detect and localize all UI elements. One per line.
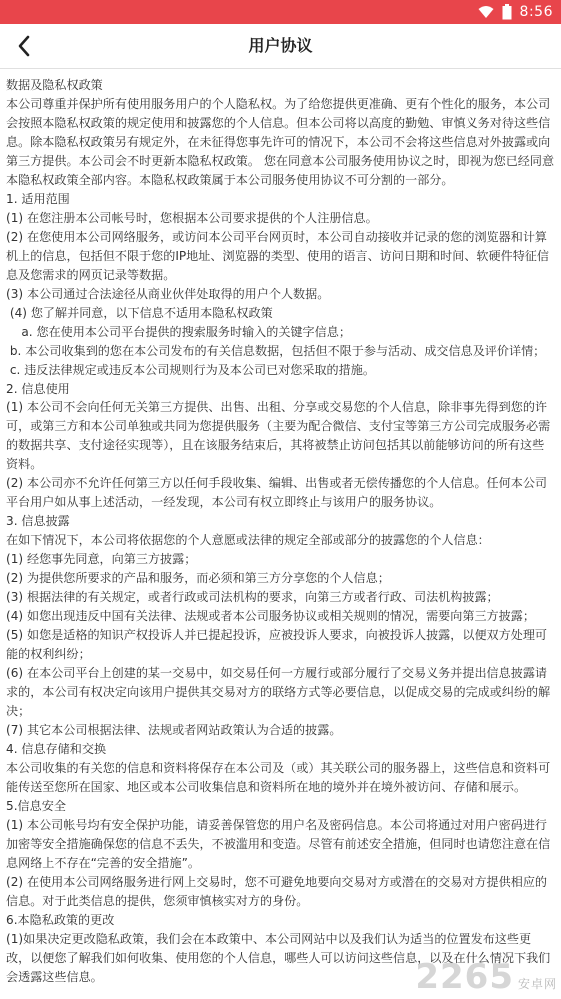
agreement-paragraph: (7) 其它本公司根据法律、法规或者网站政策认为合适的披露。	[6, 722, 342, 737]
agreement-paragraph: (2) 在您使用本公司网络服务，或访问本公司平台网页时，本公司自动接收并记录的您的浏览器和计算机上的信息，包括但不限于您的IP地址、浏览器的类型、使用的语言、访问日期和时间、软硬件特征信息及您需求的网页记录等数据。	[6, 229, 549, 282]
agreement-paragraph: c. 违反法律规定或违反本公司规则行为及本公司已对您采取的措施。	[6, 362, 375, 377]
agreement-paragraph: (1) 本公司不会向任何无关第三方提供、出售、出租、分享或交易您的个人信息，除非事先得到您的许可，或第三方和本公司单独或共同为您提供服务（主要为配合微信、支付宝等第三方公司完成服务必需的数据共享、支付途径实现等），且在该服务结束后，其将被禁止访问包括其以前能够访问的所有这些资料。	[6, 400, 551, 472]
battery-icon	[502, 4, 512, 20]
status-time: 8:56	[519, 4, 553, 20]
agreement-paragraph: (2) 在使用本公司网络服务进行网上交易时，您不可避免地要向交易对方或潜在的交易对方提供相应的信息。对于此类信息的提供，您须审慎核实对方的身份。	[6, 874, 548, 908]
agreement-paragraph: (3) 根据法律的有关规定，或者行政或司法机构的要求，向第三方或者行政、司法机构披露；	[6, 590, 499, 605]
agreement-paragraph: 6.本隐私政策的更改	[6, 912, 115, 927]
watermark-logo	[415, 957, 557, 997]
agreement-content[interactable]	[6, 76, 555, 999]
agreement-paragraph: b. 本公司收集到的您在本公司发布的有关信息数据，包括但不限于参与活动、成交信息及评价详情；	[6, 343, 546, 358]
status-bar	[0, 0, 561, 24]
agreement-paragraph: (2) 为提供您所要求的产品和服务，而必须和第三方分享您的个人信息；	[6, 571, 390, 586]
page-title: 用户协议	[248, 36, 313, 55]
agreement-paragraph: 3. 信息披露	[6, 514, 70, 529]
nav-bar	[0, 24, 561, 69]
watermark-text: 2265	[415, 957, 514, 997]
agreement-paragraph: 数据及隐私权政策	[6, 78, 103, 92]
agreement-paragraph: 4. 信息存储和交换	[6, 741, 107, 756]
agreement-paragraph: 2. 信息使用	[6, 381, 70, 396]
agreement-paragraph: (1) 经您事先同意，向第三方披露；	[6, 552, 197, 567]
status-icons	[478, 3, 553, 21]
agreement-paragraph: (5) 如您是适格的知识产权投诉人并已提起投诉，应被投诉人要求，向被投诉人披露，以便双方处理可能的权利纠纷；	[6, 628, 548, 662]
agreement-paragraph: 本公司收集的有关您的信息和资料将保存在本公司及（或）其关联公司的服务器上，这些信息和资料可能传送至您所在国家、地区或本公司收集信息和资料所在地的境外并在境外被访问、存储和展示。	[6, 760, 551, 794]
agreement-paragraph: (2) 本公司亦不允许任何第三方以任何手段收集、编辑、出售或者无偿传播您的个人信息。任何本公司平台用户如从事上述活动，一经发现，本公司有权立即终止与该用户的服务协议。	[6, 476, 548, 510]
agreement-paragraph: (1) 在您注册本公司帐号时，您根据本公司要求提供的个人注册信息。	[6, 210, 378, 225]
agreement-paragraph: (4) 您了解并同意，以下信息不适用本隐私权政策	[6, 305, 273, 320]
watermark-sub: 安卓网	[517, 977, 557, 991]
agreement-paragraph: (3) 本公司通过合法途径从商业伙伴处取得的用户个人数据。	[6, 286, 330, 301]
agreement-paragraph: (4) 如您出现违反中国有关法律、法规或者本公司服务协议或相关规则的情况，需要向第三方披露；	[6, 609, 535, 624]
agreement-paragraph: 1. 适用范围	[6, 191, 70, 206]
agreement-paragraph: 本公司尊重并保护所有使用服务用户的个人隐私权。为了给您提供更准确、更有个性化的服务，本公司会按照本隐私权政策的规定使用和披露您的个人信息。但本公司将以高度的勤勉、审慎义务对待这些信息。除本隐私权政策另有规定外，在未征得您事先许可的情况下，本公司不会将这些信息对外披露或向第三方提供。本公司会不时更新本隐私权政策。 您在同意本公司服务使用协议之时，即视为您已经同意本隐私权政策全部内容。本隐私权政策属于本公司服务使用协议不可分割的一部分。	[6, 96, 555, 187]
wifi-icon	[478, 5, 494, 19]
agreement-paragraph: (6) 在本公司平台上创建的某一交易中，如交易任何一方履行或部分履行了交易义务并提出信息披露请求的，本公司有权决定向该用户提供其交易对方的联络方式等必要信息，以促成交易的完成或纠纷的解决；	[6, 666, 551, 718]
agreement-paragraph: (1) 本公司帐号均有安全保护功能，请妥善保管您的用户名及密码信息。本公司将通过对用户密码进行加密等安全措施确保您的信息不丢失，不被滥用和变造。尽管有前述安全措施，但同时也请您注意在信息网络上不存在“完善的安全措施”。	[6, 817, 551, 870]
agreement-paragraph: (1)如果决定更改隐私政策，我们会在本政策中、本公司网站中以及我们认为适当的位置发布这些更改，以便您了解我们如何收集、使用您的个人信息，哪些人可以访问这些信息，以及在什么情况下我们会透露这些信息。	[6, 931, 551, 984]
agreement-paragraph: 5.信息安全	[6, 798, 66, 813]
agreement-paragraph: 在如下情况下，本公司将依据您的个人意愿或法律的规定全部或部分的披露您的个人信息：	[6, 533, 490, 548]
agreement-paragraph: a. 您在使用本公司平台提供的搜索服务时输入的关键字信息；	[6, 324, 351, 339]
